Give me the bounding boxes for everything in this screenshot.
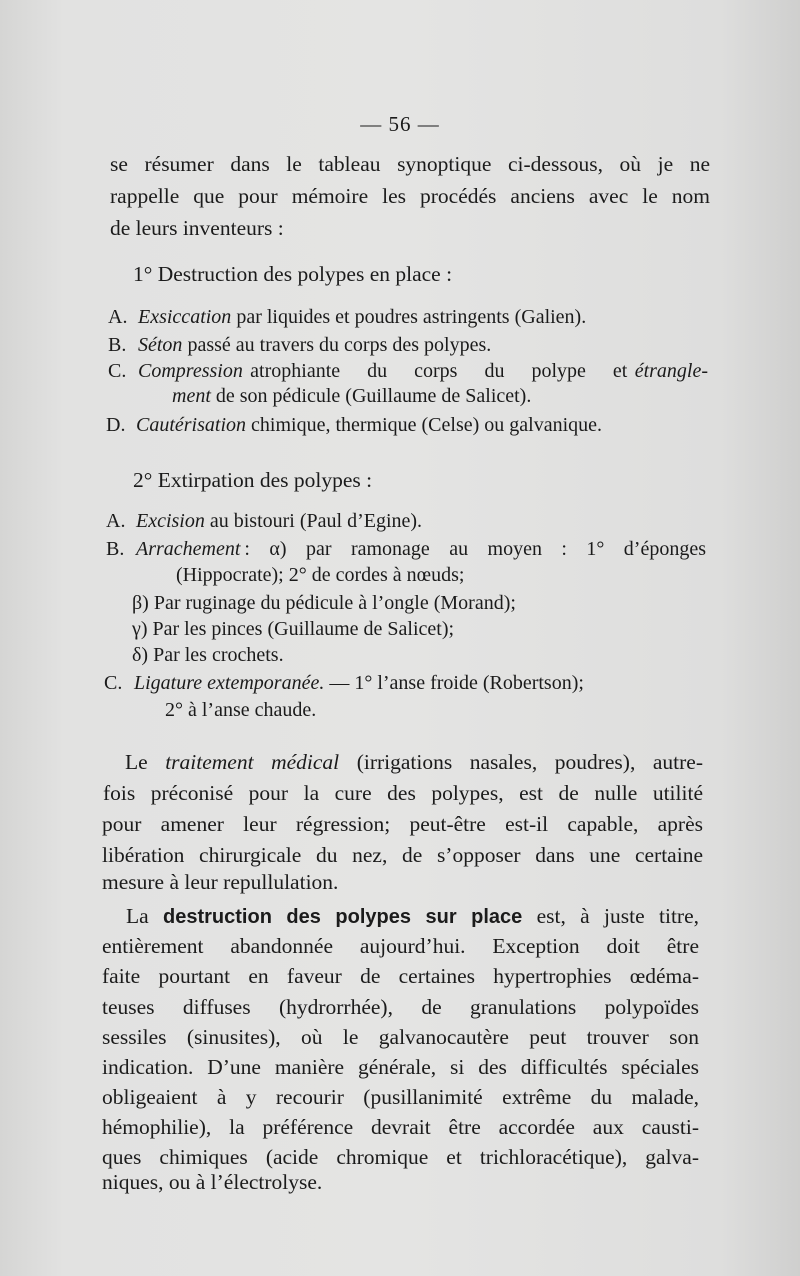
item-term: Excision — [136, 510, 205, 532]
list-item — [165, 699, 316, 722]
item-label: A. — [108, 306, 128, 328]
para2-line — [126, 904, 699, 929]
item-term: étrangle- — [634, 360, 708, 382]
para2-text: La — [126, 904, 164, 928]
para2-line: hémophilie), la préférence devrait être accordée aux causti- — [102, 1115, 699, 1139]
para2-line: obligeaient à y recourir (pusillanimité extrême du malade, — [102, 1085, 699, 1109]
list-item — [106, 414, 602, 437]
page-number: — 56 — — [360, 112, 440, 136]
item-label: A. — [106, 510, 126, 532]
item-text: β) Par ruginage du pédicule à l’ongle (Morand); — [132, 592, 516, 614]
item-term: ment — [172, 385, 211, 407]
intro-line: rappelle que pour mémoire les procédés anciens avec le nom — [110, 184, 710, 208]
item-text: γ) Par les pinces (Guillaume de Salicet); — [132, 618, 455, 640]
list-item — [108, 360, 708, 383]
item-text: passé au travers du corps des polypes. — [182, 334, 492, 356]
list-item — [132, 592, 516, 615]
list-item — [106, 510, 422, 533]
para1-line: mesure à leur repullulation. — [102, 870, 339, 894]
item-label: C. — [104, 672, 123, 694]
item-text: atrophiante du corps du polype et — [250, 360, 628, 382]
list-item — [108, 306, 586, 329]
para2-line: indication. D’une manière générale, si des difficultés spéciales — [102, 1055, 699, 1079]
list-item — [108, 334, 491, 357]
list-item — [176, 564, 464, 587]
item-text: : α) par ramonage au moyen : 1° d’éponges — [244, 538, 706, 560]
section1-heading: 1° Destruction des polypes en place : — [133, 262, 453, 286]
para2-bold-term: destruction des polypes sur place — [163, 906, 523, 928]
para1-text: (irrigations nasales, poudres), autre- — [339, 750, 703, 774]
para2-line: faite pourtant en faveur de certaines hypertrophies œdéma- — [102, 964, 699, 988]
para1-line: pour amener leur régression; peut-être est-il capable, après — [102, 812, 703, 836]
para1-line — [125, 750, 703, 775]
item-term: Séton — [138, 334, 183, 356]
item-text: — 1° l’anse froide (Robertson); — [324, 672, 584, 694]
para2-line: niques, ou à l’électrolyse. — [102, 1170, 323, 1194]
item-text: par liquides et poudres astringents (Galien). — [231, 306, 587, 328]
item-text: de son pédicule (Guillaume de Salicet). — [210, 385, 532, 407]
item-label: B. — [106, 538, 125, 560]
para2-text: est, à juste titre, — [522, 904, 699, 928]
para2-line: entièrement abandonnée aujourd’hui. Exception doit être — [102, 934, 699, 958]
item-text: chimique, thermique (Celse) ou galvanique. — [246, 414, 603, 436]
list-item — [172, 385, 531, 408]
para2-line: sessiles (sinusites), où le galvanocautère peut trouver son — [102, 1025, 699, 1049]
item-label: B. — [108, 334, 127, 356]
item-term: Exsiccation — [138, 306, 232, 328]
para1-line: libération chirurgicale du nez, de s’opposer dans une certaine — [102, 843, 703, 867]
item-text: δ) Par les crochets. — [132, 644, 284, 666]
list-item — [132, 644, 284, 667]
item-term: Compression — [138, 360, 243, 382]
intro-line: se résumer dans le tableau synoptique ci-dessous, où je ne — [110, 152, 710, 176]
item-term: Arrachement — [136, 538, 241, 560]
list-item — [132, 618, 454, 641]
para1-text: Le — [125, 750, 166, 774]
list-item — [104, 672, 584, 695]
item-text: 2° à l’anse chaude. — [165, 699, 317, 721]
item-label: D. — [106, 414, 126, 436]
para2-line: teuses diffuses (hydrorrhée), de granulations polypoïdes — [102, 995, 699, 1019]
item-label: C. — [108, 360, 127, 382]
para1-term: traitement médical — [165, 750, 340, 774]
para2-line: ques chimiques (acide chromique et trichloracétique), galva- — [102, 1145, 699, 1169]
section2-heading: 2° Extirpation des polypes : — [133, 468, 373, 492]
intro-line: de leurs inventeurs : — [110, 216, 284, 240]
item-term: Cautérisation — [136, 414, 247, 436]
item-term: Ligature extemporanée. — [134, 672, 325, 694]
item-text: au bistouri (Paul d’Egine). — [204, 510, 423, 532]
para1-line: fois préconisé pour la cure des polypes, est de nulle utilité — [103, 781, 703, 805]
item-text: (Hippocrate); 2° de cordes à nœuds; — [176, 564, 465, 586]
list-item — [106, 538, 706, 561]
